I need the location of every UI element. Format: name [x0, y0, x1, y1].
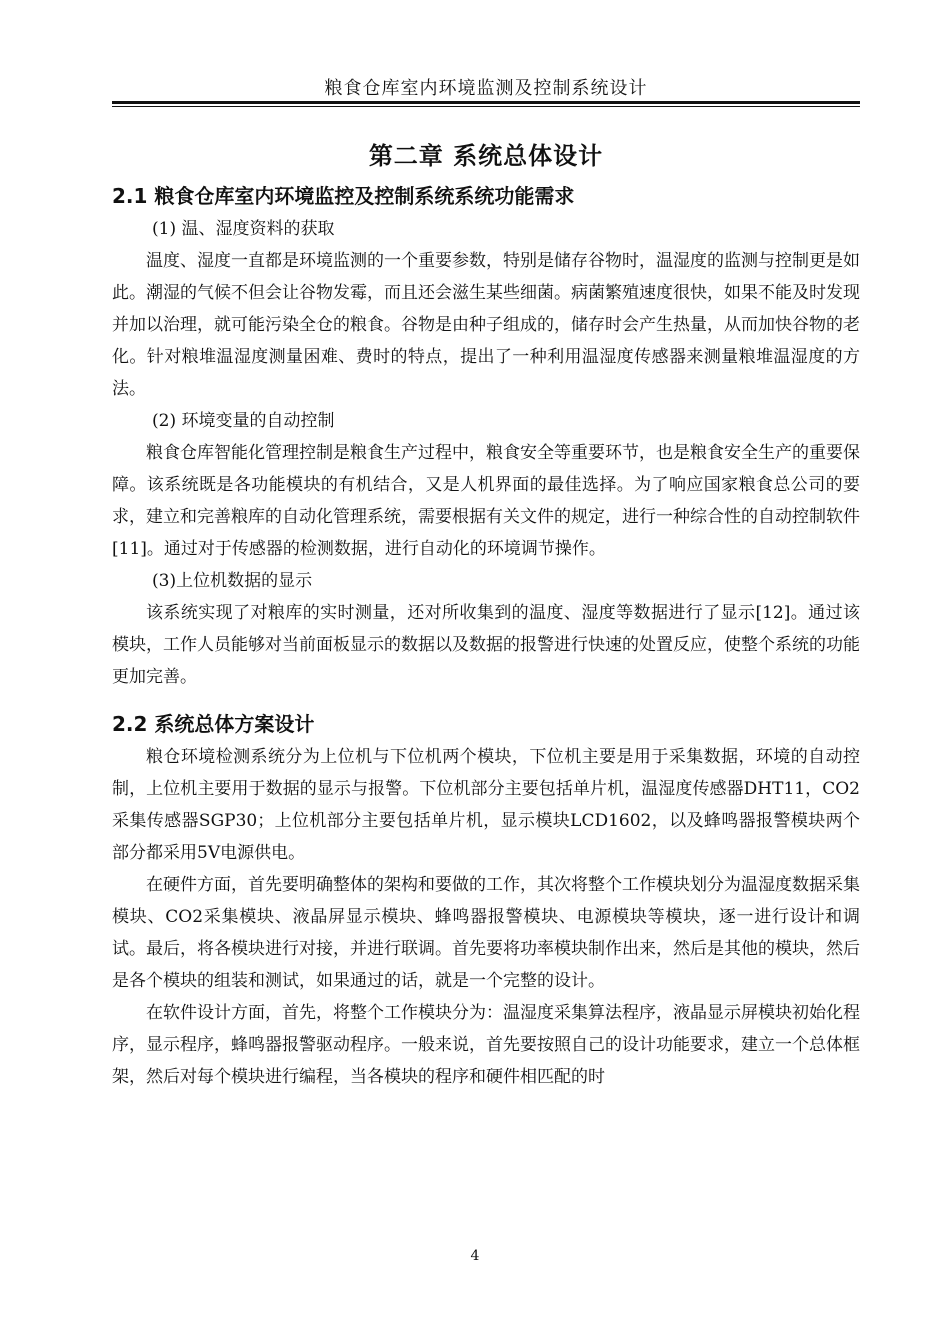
subheading-1: (1) 温、湿度资料的获取 [152, 219, 335, 239]
header-rule-thin [112, 106, 860, 107]
paragraph: 粮仓环境检测系统分为上位机与下位机两个模块，下位机主要是用于采集数据，环境的自动控制，上位机主要用于数据的显示与报警。下位机部分主要包括单片机，温湿度传感器DHT11，CO2采集传感器SGP30；上位机部分主要包括单片机，显示模块LCD1602，以及蜂鸣器报警模块两个部分都采用5V电源供电。 [112, 747, 860, 863]
header-rule-thick [112, 101, 860, 104]
paragraph: 在软件设计方面，首先，将整个工作模块分为：温湿度采集算法程序，液晶显示屏模块初始化程序，显示程序，蜂鸣器报警驱动程序。一般来说，首先要按照自己的设计功能要求，建立一个总体框架，然后对每个模块进行编程，当各模块的程序和硬件相匹配的时 [112, 1003, 860, 1087]
subheading-3: (3)上位机数据的显示 [152, 571, 313, 591]
paragraph: 在硬件方面，首先要明确整体的架构和要做的工作，其次将整个工作模块划分为温湿度数据采集模块、CO2采集模块、液晶屏显示模块、蜂鸣器报警模块、电源模块等模块，逐一进行设计和调试。最后，将各模块进行对接，并进行联调。首先要将功率模块制作出来，然后是其他的模块，然后是各个模块的组装和测试，如果通过的话，就是一个完整的设计。 [112, 875, 860, 991]
paragraph: 粮食仓库智能化管理控制是粮食生产过程中，粮食安全等重要环节，也是粮食安全生产的重要保障。该系统既是各功能模块的有机结合，又是人机界面的最佳选择。为了响应国家粮食总公司的要求，建立和完善粮库的自动化管理系统，需要根据有关文件的规定，进行一种综合性的自动控制软件[11]。通过对于传感器的检测数据，进行自动化的环境调节操作。 [112, 443, 860, 559]
page-number: 4 [470, 1248, 480, 1264]
paragraph: 温度、湿度一直都是环境监测的一个重要参数，特别是储存谷物时，温湿度的监测与控制更是如此。潮湿的气候不但会让谷物发霉，而且还会滋生某些细菌。病菌繁殖速度很快，如果不能及时发现并加以治理，就可能污染全仓的粮食。谷物是由种子组成的，储存时会产生热量，从而加快谷物的老化。针对粮堆温湿度测量困难、费时的特点，提出了一种利用温湿度传感器来测量粮堆温湿度的方法。 [112, 251, 860, 399]
chapter-title: 第二章 系统总体设计 [368, 142, 604, 170]
paragraph: 该系统实现了对粮库的实时测量，还对所收集到的温度、湿度等数据进行了显示[12]。通过该模块，工作人员能够对当前面板显示的数据以及数据的报警进行快速的处置反应，使整个系统的功能更加完善。 [112, 603, 860, 687]
section-heading-2-2: 2.2 系统总体方案设计 [112, 712, 315, 736]
page-body [112, 130, 860, 1093]
subheading-2: (2) 环境变量的自动控制 [152, 411, 335, 431]
running-header: 粮食仓库室内环境监测及控制系统设计 [324, 78, 648, 99]
section-heading-2-1: 2.1 粮食仓库室内环境监控及控制系统系统功能需求 [112, 184, 575, 208]
